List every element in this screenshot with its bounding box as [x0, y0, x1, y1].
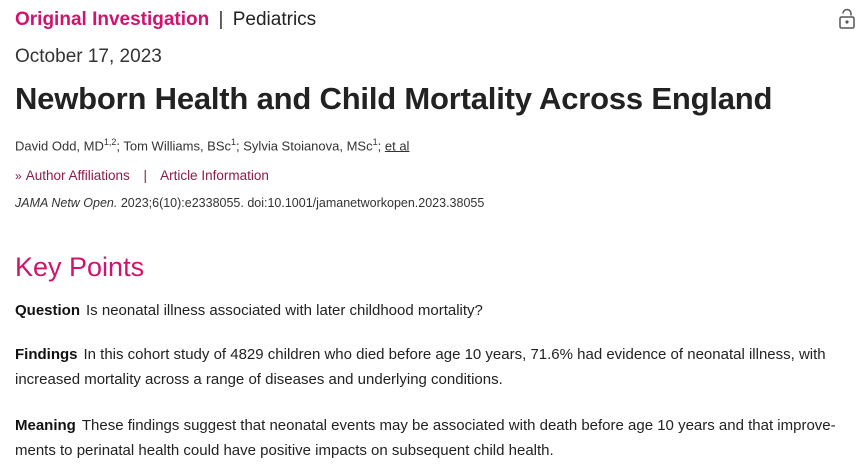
citation-details: 2023;6(10):e2338055. doi:10.1001/jamanetworkopen.2023.38055	[117, 196, 485, 210]
author-name[interactable]: Tom Williams, BSc	[123, 138, 232, 154]
author-affiliations-link[interactable]	[15, 168, 134, 183]
article-information-link[interactable]: Article Information	[160, 168, 269, 183]
key-point-meaning	[15, 413, 850, 463]
author-name[interactable]: Sylvia Stoianova, MSc	[243, 138, 373, 154]
author-affiliation-sup: 1	[372, 137, 378, 147]
author-name[interactable]: David Odd, MD	[15, 138, 104, 154]
author-separator: ;	[377, 138, 385, 154]
chevron-double-right-icon: »	[15, 169, 22, 183]
unlock-icon	[838, 8, 856, 30]
key-point-text: These findings suggest that neonatal events may be associated with death before age 10 years and that improve-ments to perinatal health could have positive impacts on subsequent child health.	[15, 417, 836, 459]
author-affiliation-sup: 1	[231, 137, 237, 147]
publication-date: October 17, 2023	[15, 46, 162, 67]
citation	[15, 196, 484, 210]
key-point-label: Findings	[15, 346, 78, 363]
article-links	[15, 168, 269, 183]
et-al-link[interactable]: et al	[384, 138, 410, 154]
key-point-text: Is neonatal illness associated with later childhood mortality?	[86, 302, 483, 319]
kicker-separator: |	[218, 9, 224, 30]
key-points-heading: Key Points	[15, 252, 145, 282]
author-list	[15, 137, 409, 153]
key-point-label: Meaning	[15, 417, 76, 434]
key-point-question	[15, 298, 850, 323]
key-point-label: Question	[15, 302, 81, 319]
article-kicker	[15, 9, 316, 31]
key-point-text: In this cohort study of 4829 children who died before age 10 years, 71.6% had evidence of neonatal illness, with increased mortality across a range of diseases and underlying conditions.	[15, 346, 826, 388]
author-affiliations-label: Author Affiliations	[25, 168, 130, 183]
author-separator: ;	[116, 138, 124, 154]
article-title: Newborn Health and Child Mortality Across England	[15, 81, 773, 116]
citation-journal: JAMA Netw Open.	[15, 196, 118, 210]
links-separator: |	[143, 168, 148, 183]
key-point-findings	[15, 342, 850, 392]
article-subject[interactable]: Pediatrics	[232, 9, 317, 30]
author-affiliation-sup: 1,2	[103, 137, 117, 147]
article-type[interactable]: Original Investigation	[15, 9, 210, 30]
author-separator: ;	[236, 138, 244, 154]
